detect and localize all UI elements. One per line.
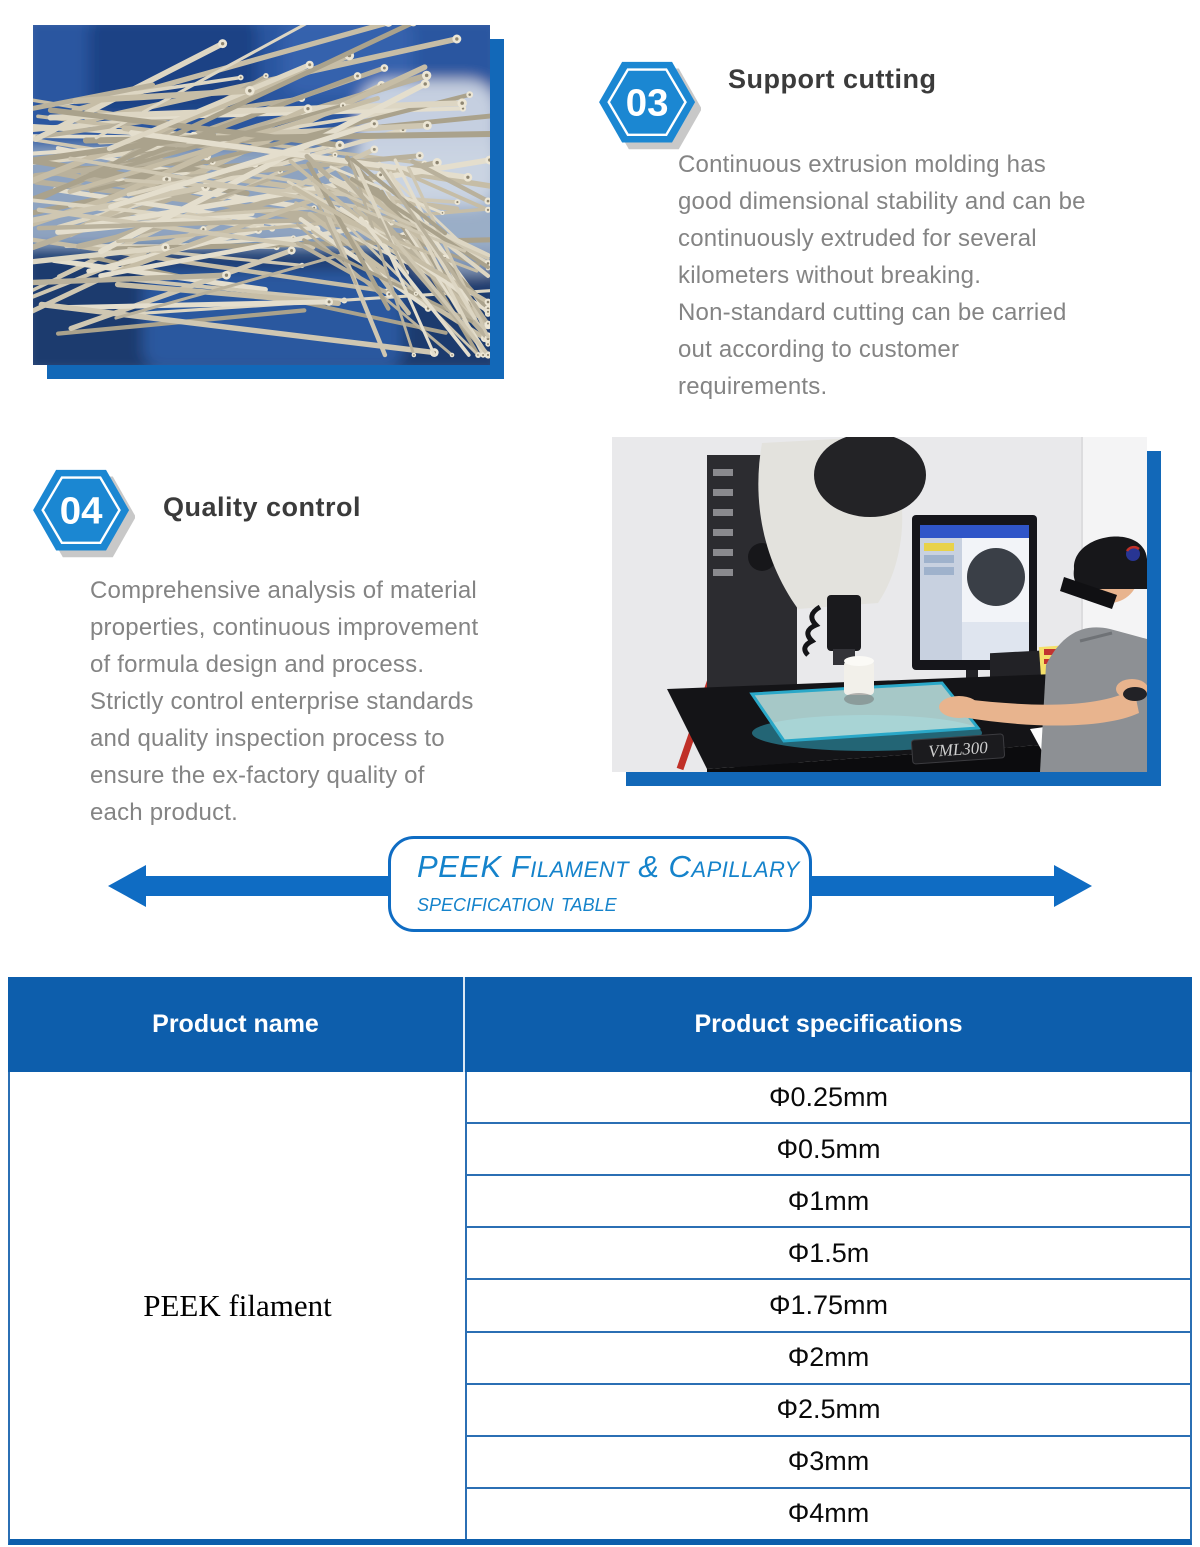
spec-row: Φ2.5mm <box>467 1385 1190 1437</box>
paragraph-line: ensure the ex-factory quality of <box>90 762 425 789</box>
table-header-row <box>8 977 1192 1072</box>
specification-table-banner <box>388 836 812 932</box>
paragraph-line: continuously extruded for several <box>678 225 1037 252</box>
spec-column <box>467 1072 1190 1539</box>
paragraph-line: Continuous extrusion molding has <box>678 151 1046 178</box>
paragraph-line: Non-standard cutting can be carried <box>678 299 1067 326</box>
paragraph-line: kilometers without breaking. <box>678 262 982 289</box>
badge-number: 04 <box>59 489 103 533</box>
machine-photo-illustration <box>612 437 1147 772</box>
spec-row: Φ0.25mm <box>467 1072 1190 1124</box>
specification-table <box>8 977 1192 1545</box>
paragraph-line: and quality inspection process to <box>90 725 445 752</box>
spec-row: Φ1.75mm <box>467 1280 1190 1332</box>
header-product-specifications: Product specifications <box>694 1010 963 1038</box>
paragraph-line: of formula design and process. <box>90 651 425 678</box>
spec-row: Φ1mm <box>467 1176 1190 1228</box>
paragraph-line: good dimensional stability and can be <box>678 188 1086 215</box>
quality-control-title: Quality control <box>163 492 362 522</box>
spec-row: Φ2mm <box>467 1333 1190 1385</box>
banner-line2: specification table <box>417 887 617 917</box>
support-cutting-paragraph <box>678 146 1200 405</box>
step-04-hexagon-badge <box>31 466 135 562</box>
product-name-cell: PEEK filament <box>10 1072 467 1539</box>
paragraph-line: properties, continuous improvement <box>90 614 479 641</box>
support-cutting-title: Support cutting <box>728 64 937 94</box>
header-product-name: Product name <box>8 977 465 1072</box>
machine-model-label: VML300 <box>927 737 989 761</box>
paragraph-line: requirements. <box>678 373 828 400</box>
spec-row: Φ4mm <box>787 1498 870 1529</box>
paragraph-line: Strictly control enterprise standards <box>90 688 474 715</box>
paragraph-line: Comprehensive analysis of material <box>90 577 477 604</box>
spec-row: Φ0.5mm <box>467 1124 1190 1176</box>
hexagon-icon <box>597 58 701 154</box>
quality-control-machine-photo <box>612 437 1147 772</box>
spec-row: Φ1.5m <box>467 1228 1190 1280</box>
filament-bundle-photo <box>33 25 490 365</box>
spec-row: Φ3mm <box>467 1437 1190 1489</box>
banner-line1: PEEK Filament & Capillary <box>417 849 800 884</box>
paragraph-line: each product. <box>90 799 239 826</box>
filament-photo-illustration <box>33 25 490 365</box>
table-body <box>8 1072 1192 1545</box>
quality-control-paragraph <box>90 572 605 831</box>
paragraph-line: out according to customer <box>678 336 960 363</box>
hexagon-icon <box>31 466 135 562</box>
badge-number: 03 <box>625 81 669 125</box>
step-03-hexagon-badge <box>597 58 701 154</box>
